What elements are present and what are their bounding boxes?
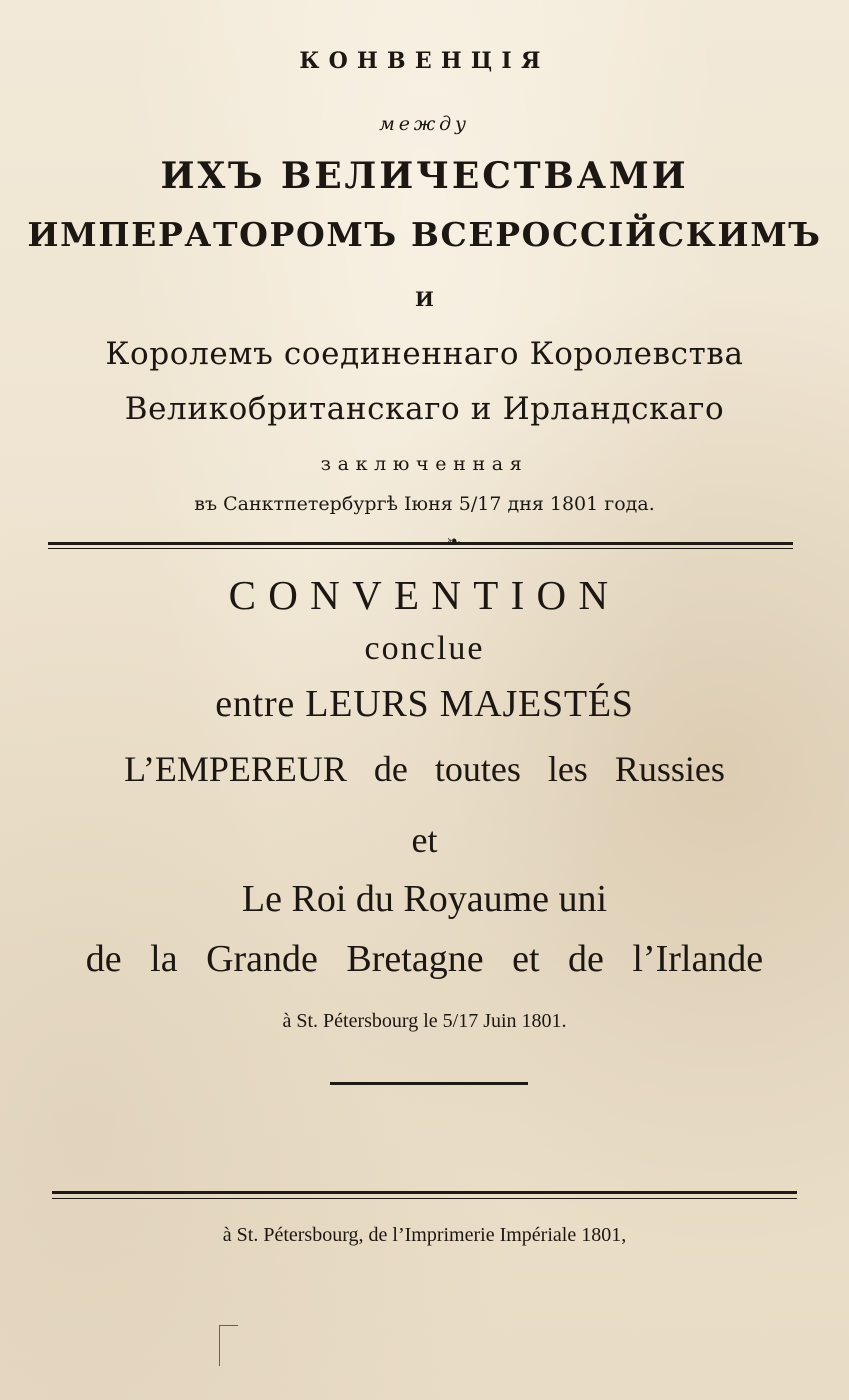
french-line-date: à St. Pétersbourg le 5/17 Juin 1801.	[282, 1010, 567, 1032]
french-title-convention: CONVENTION	[228, 572, 621, 618]
russian-line-concluded: заключенная	[320, 453, 529, 475]
short-divider	[330, 1082, 528, 1085]
french-line-concluded: conclue	[364, 630, 485, 667]
russian-line-majesties: ИХЪ ВЕЛИЧЕСТВАМИ	[160, 155, 689, 197]
russian-line-date: въ Санктпетербургѣ Іюня 5/17 дня 1801 года.	[194, 493, 655, 515]
russian-line-king: Королемъ соединеннаго Королевства	[105, 336, 744, 372]
french-line-emperor: L’EMPEREUR de toutes les Russies	[124, 749, 725, 789]
russian-line-between: между	[379, 113, 470, 135]
russian-title-convention: КОНВЕНЦІЯ	[299, 48, 550, 74]
russian-line-emperor: ИМПЕРАТОРОМЪ ВСЕРОССІЙСКИМЪ	[27, 215, 822, 254]
french-line-king: Le Roi du Royaume uni	[241, 878, 608, 920]
ornament-icon: ❧	[446, 532, 462, 553]
russian-line-and: И	[415, 287, 434, 311]
top-divider-thin	[48, 548, 793, 549]
imprint-line: à St. Pétersbourg, de l’Imprimerie Impériale 1801,	[222, 1224, 627, 1246]
french-line-britain-ireland: de la Grande Bretagne et de l’Irlande	[85, 938, 764, 980]
russian-line-britain-ireland: Великобританскаго и Ирландскаго	[124, 391, 725, 427]
top-divider-thick	[48, 542, 793, 545]
bottom-divider-thin	[52, 1198, 797, 1199]
page-corner-mark	[219, 1325, 238, 1366]
bottom-divider-thick	[52, 1191, 797, 1194]
french-line-and: et	[411, 820, 438, 860]
french-line-majesties: entre LEURS MAJESTÉS	[215, 683, 634, 725]
